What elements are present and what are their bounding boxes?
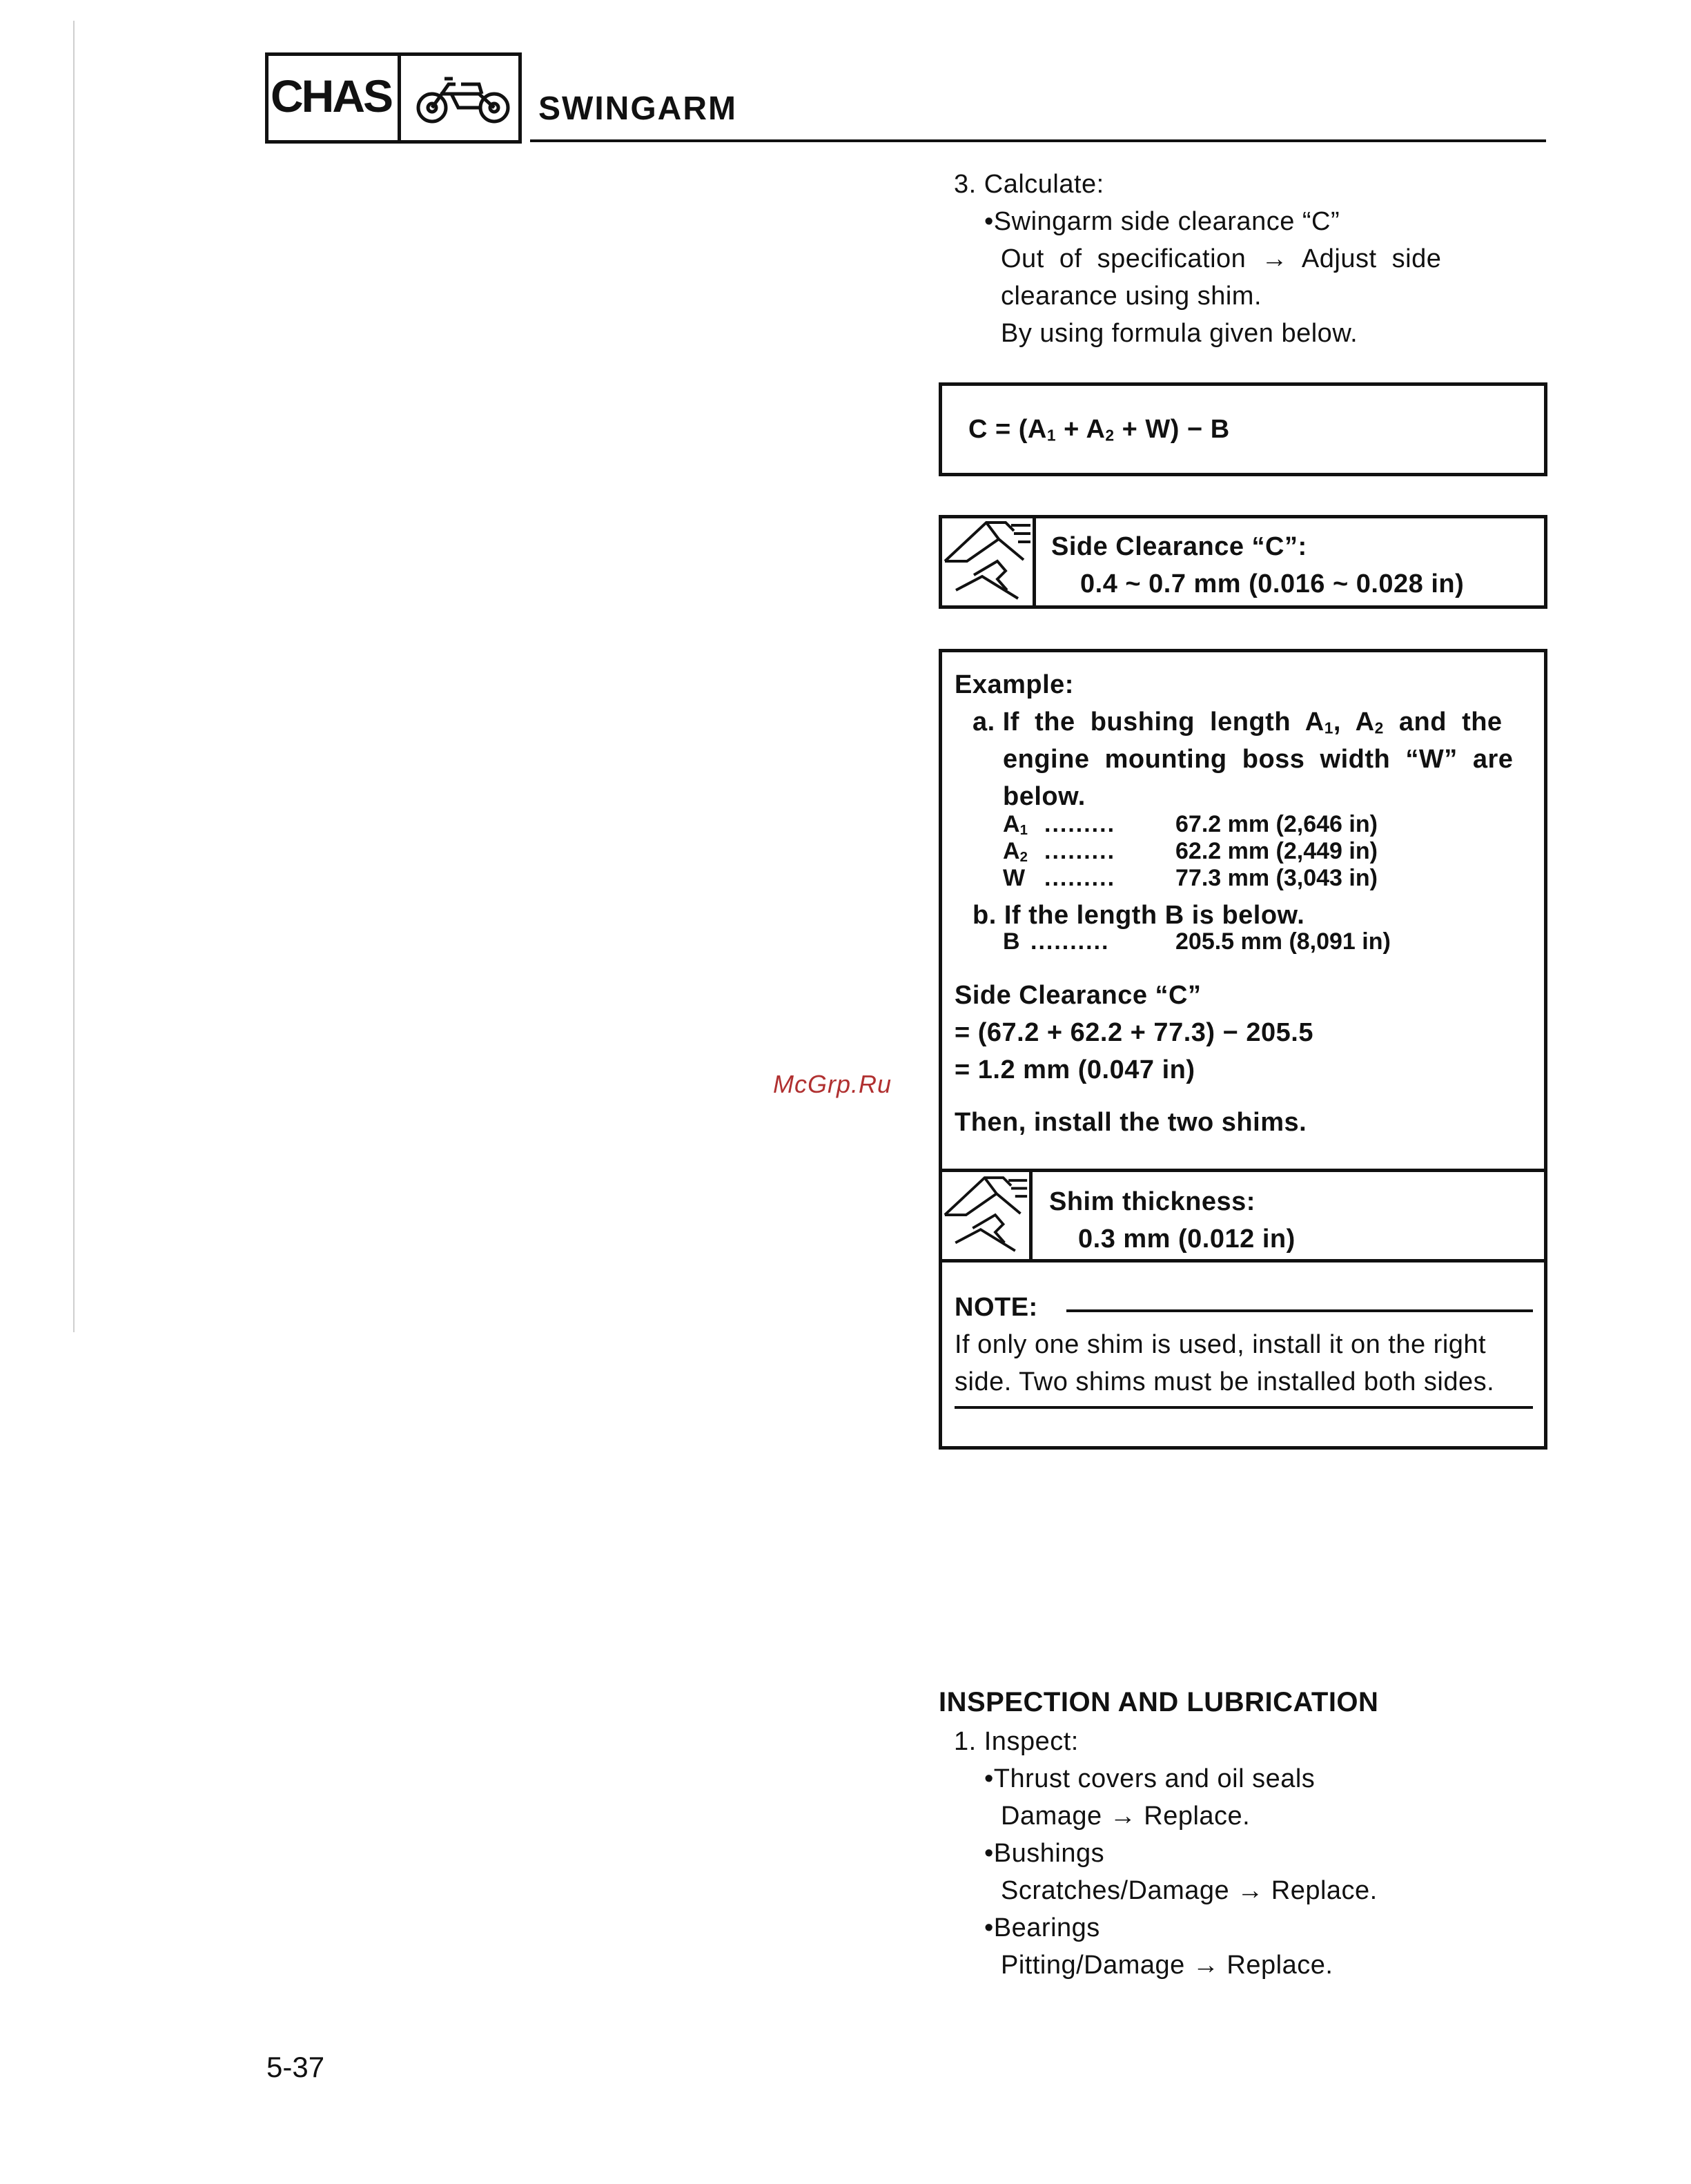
spec-row-w: W ......... 77.3 mm (3,043 in) xyxy=(1003,865,1378,891)
caliper-icon-cell xyxy=(942,518,1036,605)
step-3-line-2: clearance using shim. xyxy=(1001,282,1262,311)
calc-line-1: = (67.2 + 62.2 + 77.3) − 205.5 xyxy=(955,1018,1313,1047)
caliper-icon xyxy=(942,1172,1029,1259)
example-b-line: b. If the length B is below. xyxy=(972,901,1305,930)
example-heading: Example: xyxy=(955,670,1074,699)
then-line: Then, install the two shims. xyxy=(955,1108,1307,1137)
spec-box-clearance xyxy=(939,515,1547,609)
note-rule-top xyxy=(1066,1309,1533,1312)
spec-row-a1: $A_1$ ......... 67.2 mm (2,646 in) xyxy=(1003,811,1378,839)
header-rule xyxy=(530,139,1546,142)
example-box xyxy=(939,649,1547,1450)
calc-label: Side Clearance “C” xyxy=(955,981,1202,1010)
chapter-badge-divider xyxy=(398,52,401,144)
inspection-item-3-detail: Pitting/Damage → Replace. xyxy=(1001,1951,1333,1980)
spec-clearance-value: 0.4 ~ 0.7 mm (0.016 ~ 0.028 in) xyxy=(1080,569,1465,598)
spec-shim-value: 0.3 mm (0.012 in) xyxy=(1078,1225,1296,1254)
example-a-line-1: a. If the bushing length $A_1$, $A_2$ and the xyxy=(972,708,1503,737)
note-heading: NOTE: xyxy=(955,1293,1038,1322)
spec-box-shim xyxy=(939,1169,1547,1262)
calc-line-2: = 1.2 mm (0.047 in) xyxy=(955,1055,1195,1084)
formula: $C = (A_1 + A_2 + W) - B$ xyxy=(968,415,1230,445)
formula-box xyxy=(939,382,1547,476)
caliper-icon xyxy=(942,518,1033,605)
example-a-line-3: below. xyxy=(1003,782,1086,811)
inspection-item-2: •Bushings xyxy=(984,1839,1105,1868)
motorcycle-icon xyxy=(413,69,515,126)
caliper-icon-cell xyxy=(939,1172,1033,1259)
inspection-item-1: •Thrust covers and oil seals xyxy=(984,1764,1316,1793)
inspection-heading: INSPECTION AND LUBRICATION xyxy=(939,1687,1379,1717)
note-line-1: If only one shim is used, install it on the right xyxy=(955,1330,1487,1359)
step-3-heading: 3. Calculate: xyxy=(954,170,1104,199)
chapter-badge-text: CHAS xyxy=(271,70,392,121)
inspection-item-2-detail: Scratches/Damage → Replace. xyxy=(1001,1876,1378,1905)
spec-clearance-label: Side Clearance “C”: xyxy=(1051,532,1307,561)
example-a-line-2: engine mounting boss width “W” are xyxy=(1003,745,1514,774)
section-title: SWINGARM xyxy=(538,90,737,127)
page-number: 5-37 xyxy=(266,2051,325,2083)
spec-row-a2: $A_2$ ......... 62.2 mm (2,449 in) xyxy=(1003,838,1378,866)
note-line-2: side. Two shims must be installed both sides. xyxy=(955,1367,1495,1396)
spec-shim-label: Shim thickness: xyxy=(1049,1187,1255,1216)
spec-row-b: B .......... 205.5 mm (8,091 in) xyxy=(1003,928,1391,955)
inspection-step: 1. Inspect: xyxy=(954,1727,1079,1756)
step-3-line-3: By using formula given below. xyxy=(1001,319,1358,348)
note-rule-bottom xyxy=(955,1406,1533,1409)
step-3-line-1: Out of specification → Adjust side xyxy=(1001,244,1442,273)
step-3-bullet: •Swingarm side clearance “C” xyxy=(984,207,1340,236)
page-margin-line xyxy=(73,21,75,1332)
inspection-item-3: •Bearings xyxy=(984,1913,1100,1942)
inspection-item-1-detail: Damage → Replace. xyxy=(1001,1802,1251,1831)
watermark: McGrp.Ru xyxy=(773,1070,892,1098)
